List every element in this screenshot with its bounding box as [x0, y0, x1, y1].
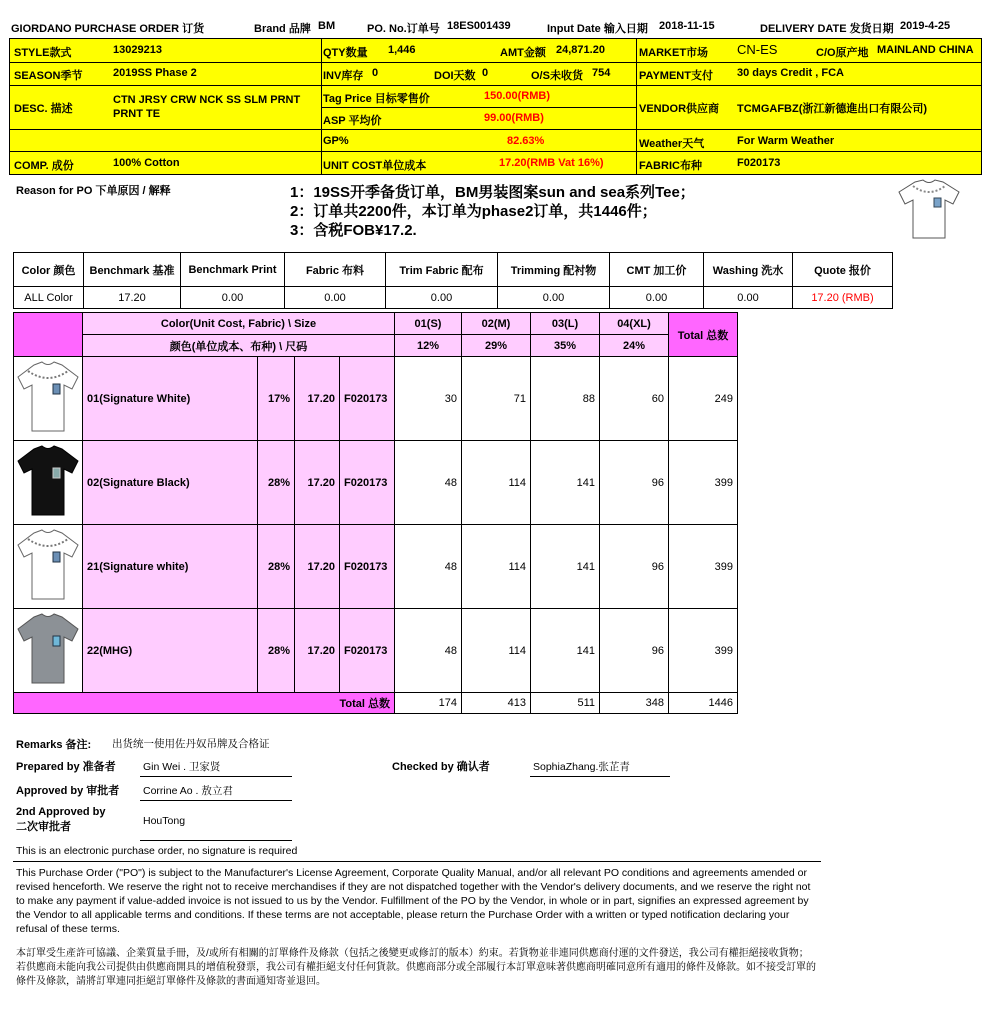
- size-pct: 12%: [395, 335, 462, 357]
- qty-cell: 71: [462, 357, 531, 441]
- color-cost: 17.20: [295, 441, 340, 525]
- delivery-date-label: DELIVERY DATE 发货日期: [760, 23, 894, 35]
- color-thumbnail: [14, 357, 83, 441]
- totals-label: Total 总数: [14, 693, 395, 714]
- os-label: O/S未收货: [531, 70, 583, 82]
- color-thumbnail: [14, 525, 83, 609]
- row-total: 399: [669, 609, 738, 693]
- cost-header-benchmark: Benchmark 基准: [84, 253, 181, 287]
- checked-label: Checked by 确认者: [392, 761, 490, 773]
- doi-value: 0: [482, 67, 489, 79]
- cost-header-trim-fabric: Trim Fabric 配布: [386, 253, 498, 287]
- po-title: GIORDANO PURCHASE ORDER 订货: [11, 23, 205, 35]
- amt-value: 24,871.20: [556, 44, 605, 56]
- fabric-value: F020173: [737, 157, 781, 169]
- color-pct: 28%: [258, 525, 295, 609]
- unit-cost-value: 17.20(RMB Vat 16%): [499, 157, 604, 169]
- grey-tee-icon: [14, 609, 82, 689]
- checked-value: SophiaZhang.张芷青: [533, 761, 630, 773]
- cost-header-color: Color 颜色: [14, 253, 84, 287]
- cost-header-quote: Quote 报价: [793, 253, 893, 287]
- amt-label: AMT金额: [500, 47, 546, 59]
- size-header: 02(M): [462, 313, 531, 335]
- cost-cell: 0.00: [498, 287, 610, 309]
- approved-value: Corrine Ao . 敖立君: [143, 785, 233, 797]
- total-header: Total 总数: [669, 313, 738, 357]
- market-label: MARKET市场: [639, 47, 709, 59]
- color-cost: 17.20: [295, 525, 340, 609]
- size-total: 348: [600, 693, 669, 714]
- inv-value: 0: [372, 67, 379, 79]
- size-total: 511: [531, 693, 600, 714]
- size-color-grid: [13, 312, 738, 714]
- size-pct: 29%: [462, 335, 531, 357]
- comp-label: COMP. 成份: [14, 160, 74, 172]
- white-tee-icon: [14, 525, 82, 605]
- size-header: 03(L): [531, 313, 600, 335]
- vendor-value: TCMGAFBZ(浙江新德進出口有限公司): [737, 103, 928, 115]
- row-total: 249: [669, 357, 738, 441]
- size-header: 01(S): [395, 313, 462, 335]
- qty-label: QTY数量: [323, 47, 368, 59]
- electronic-note: This is an electronic purchase order, no signature is required: [16, 845, 298, 857]
- second-approved-label-en: 2nd Approved by: [16, 806, 106, 818]
- color-cost: 17.20: [295, 609, 340, 693]
- color-thumbnail: [14, 441, 83, 525]
- reason-line-1: 1：19SS开季备货订单，BM男装图案sun and sea系列Tee；: [290, 184, 695, 201]
- style-value: 13029213: [113, 44, 162, 56]
- row-total: 399: [669, 441, 738, 525]
- cost-cell: 0.00: [386, 287, 498, 309]
- approved-label: Approved by 审批者: [16, 785, 120, 797]
- cost-breakdown-table: [13, 252, 893, 309]
- size-total: 174: [395, 693, 462, 714]
- grid-header-cn: 颜色(单位成本、布种) \ 尺码: [83, 335, 395, 357]
- desc-label: DESC. 描述: [14, 103, 73, 115]
- white-tee-icon: [14, 357, 82, 437]
- cost-cell: 0.00: [704, 287, 793, 309]
- color-name: 02(Signature Black): [83, 441, 258, 525]
- black-tee-icon: [14, 441, 82, 521]
- style-label: STYLE款式: [14, 47, 72, 59]
- cost-header-washing: Washing 洗水: [704, 253, 793, 287]
- qty-cell: 114: [462, 441, 531, 525]
- order-info-block: [9, 38, 982, 175]
- tag-price-value: 150.00(RMB): [484, 90, 551, 102]
- table-row: [14, 357, 738, 441]
- qty-cell: 96: [600, 609, 669, 693]
- qty-cell: 141: [531, 441, 600, 525]
- color-thumbnail: [14, 609, 83, 693]
- remarks-label: Remarks 备注:: [16, 739, 92, 751]
- color-name: 21(Signature white): [83, 525, 258, 609]
- color-fabric: F020173: [340, 357, 395, 441]
- qty-cell: 96: [600, 441, 669, 525]
- desc-value-line2: PRNT TE: [113, 108, 161, 120]
- qty-cell: 30: [395, 357, 462, 441]
- po-number-value: 18ES001439: [447, 20, 511, 32]
- payment-value: 30 days Credit , FCA: [737, 67, 844, 79]
- size-pct: 35%: [531, 335, 600, 357]
- size-pct: 24%: [600, 335, 669, 357]
- totals-row: [14, 693, 738, 714]
- vendor-label: VENDOR供应商: [639, 103, 720, 115]
- gp-value: 82.63%: [507, 135, 545, 147]
- table-row: [14, 609, 738, 693]
- qty-cell: 48: [395, 441, 462, 525]
- reason-line-2: 2：订单共2200件，本订单为phase2订单，共1446件；: [290, 203, 657, 220]
- doi-label: DOI天数: [434, 70, 476, 82]
- asp-value: 99.00(RMB): [484, 112, 544, 124]
- table-row: [14, 525, 738, 609]
- qty-cell: 48: [395, 525, 462, 609]
- qty-cell: 60: [600, 357, 669, 441]
- color-pct: 28%: [258, 609, 295, 693]
- cost-header-cmt: CMT 加工价: [610, 253, 704, 287]
- po-number-label: PO. No.订单号: [367, 23, 440, 35]
- weather-value: For Warm Weather: [737, 135, 835, 147]
- legal-terms-en: This Purchase Order ("PO") is subject to the Manufacturer's License Agreement, Corporate Quality Manual, and/or all relevant PO conditions and agreements amended or revised henceforth. We reserve the right not to receive merchandises if they are not dispatched together with the Vendor's delivery documents, and we reserve the right not to make any payment if value-added invoice is not issued to us by the Vendor. Fulfillment of the PO by the Vendor, in whole or in part, signifies an expressed agreement by the Vendor to all applicable terms and conditions. If these terms are not acceptable, please return the Purchase Order with a written or typed notification declaring your refusal of these terms.: [16, 867, 811, 935]
- gp-label: GP%: [323, 135, 349, 147]
- season-label: SEASON季节: [14, 70, 83, 82]
- brand-value: BM: [318, 20, 336, 32]
- origin-value: MAINLAND CHINA: [877, 44, 974, 56]
- comp-value: 100% Cotton: [113, 157, 180, 169]
- prepared-label: Prepared by 准备者: [16, 761, 116, 773]
- tag-price-label: Tag Price 目标零售价: [323, 93, 430, 105]
- cost-cell: 17.20: [84, 287, 181, 309]
- reason-line-3: 3：含税FOB¥17.2.: [290, 222, 417, 239]
- fabric-label: FABRIC布种: [639, 160, 702, 172]
- asp-label: ASP 平均价: [323, 115, 382, 127]
- brand-label: Brand 品牌: [254, 23, 311, 35]
- market-value: CN-ES: [737, 42, 778, 57]
- reason-label: Reason for PO 下单原因 / 解释: [16, 185, 171, 197]
- input-date-label: Input Date 输入日期: [547, 23, 648, 35]
- quote-cell: 17.20 (RMB): [793, 287, 893, 309]
- color-name: 01(Signature White): [83, 357, 258, 441]
- remarks-value: 出货统一使用佐丹奴吊牌及合格证: [112, 738, 270, 750]
- os-value: 754: [592, 67, 611, 79]
- weather-label: Weather天气: [639, 138, 705, 150]
- qty-cell: 114: [462, 525, 531, 609]
- size-total: 413: [462, 693, 531, 714]
- cost-cell: ALL Color: [14, 287, 84, 309]
- legal-terms-cn: 本訂單受生產許可協議、企業質量手冊，及/或所有相關的訂單條件及條款（包括之後變更或修訂的版本）約束。若貨物並非連同供應商付運的文件發送，我公司有權拒絕接收貨物；若供應商未能向我公司提供由供應商開具的增值稅發票，我公司有權拒絕支付任何貨款。供應商部分或全部履行本訂單意味著供應商明確同意所有適用的條件及條款。如不接受訂單的條件及條款，請將訂單連同拒絕訂單條件及條款的書面通知寄並退回。: [16, 948, 816, 987]
- second-approved-value: HouTong: [143, 815, 186, 827]
- size-header: 04(XL): [600, 313, 669, 335]
- color-fabric: F020173: [340, 441, 395, 525]
- qty-cell: 114: [462, 609, 531, 693]
- origin-label: C/O原产地: [816, 47, 869, 59]
- cost-cell: 0.00: [285, 287, 386, 309]
- qty-cell: 96: [600, 525, 669, 609]
- delivery-date-value: 2019-4-25: [900, 20, 951, 32]
- inv-label: INV库存: [323, 70, 364, 82]
- cost-header-trimming: Trimming 配衬物: [498, 253, 610, 287]
- color-name: 22(MHG): [83, 609, 258, 693]
- grid-header-en: Color(Unit Cost, Fabric) \ Size: [83, 313, 395, 335]
- qty-cell: 48: [395, 609, 462, 693]
- color-fabric: F020173: [340, 525, 395, 609]
- table-row: [14, 441, 738, 525]
- qty-cell: 88: [531, 357, 600, 441]
- season-value: 2019SS Phase 2: [113, 67, 197, 79]
- prepared-value: Gin Wei . 卫家贤: [143, 761, 221, 773]
- unit-cost-label: UNIT COST单位成本: [323, 160, 427, 172]
- payment-label: PAYMENT支付: [639, 70, 713, 82]
- cost-cell: 0.00: [610, 287, 704, 309]
- color-cost: 17.20: [295, 357, 340, 441]
- color-fabric: F020173: [340, 609, 395, 693]
- cost-cell: 0.00: [181, 287, 285, 309]
- row-total: 399: [669, 525, 738, 609]
- qty-value: 1,446: [388, 44, 416, 56]
- grid-corner: [14, 313, 83, 357]
- color-pct: 17%: [258, 357, 295, 441]
- qty-cell: 141: [531, 525, 600, 609]
- second-approved-label-cn: 二次审批者: [16, 821, 71, 833]
- product-thumbnail-icon: [893, 176, 965, 242]
- qty-cell: 141: [531, 609, 600, 693]
- desc-value-line1: CTN JRSY CRW NCK SS SLM PRNT: [113, 94, 301, 106]
- cost-header-fabric: Fabric 布料: [285, 253, 386, 287]
- input-date-value: 2018-11-15: [659, 20, 715, 32]
- cost-header-benchmark-print: Benchmark Print: [181, 253, 285, 287]
- color-pct: 28%: [258, 441, 295, 525]
- grand-total: 1446: [669, 693, 738, 714]
